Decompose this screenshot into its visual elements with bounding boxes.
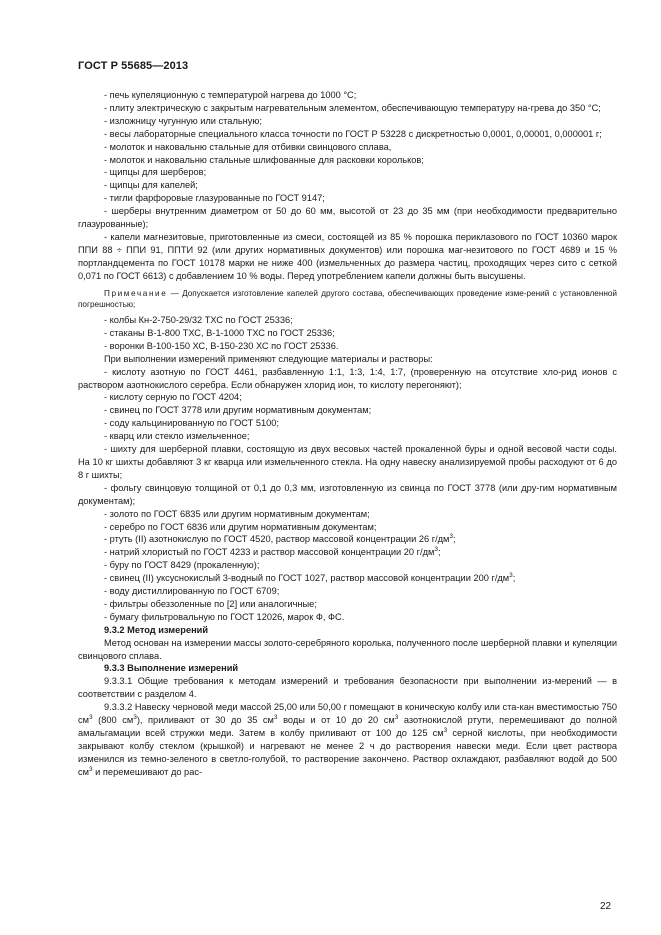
list-item: - щипцы для капелей; [104, 180, 198, 191]
body-paragraph: 9.3.3.1 Общие требования к методам измерений и требования безопасности при выполнении из-мерений — в соответствии с разделом 4. [78, 676, 617, 700]
list-item: - бумагу фильтровальную по ГОСТ 12026, марок Ф, ФС. [104, 611, 345, 622]
list-item: - шерберы внутренним диаметром от 50 до 60 мм, высотой от 23 до 35 мм (при необходимости предварительно глазурованные); [78, 206, 617, 230]
list-item: - фольгу свинцовую толщиной от 0,1 до 0,3 мм, изготовленную из свинца по ГОСТ 3778 (или дру-гим нормативным документам); [78, 482, 617, 506]
list-item: - молоток и наковальню стальные шлифованные для расковки корольков; [104, 154, 424, 165]
unit-superscript: 3 [509, 572, 513, 580]
list-item: - воронки В-100-150 ХС, В-150-230 ХС по ГОСТ 25336. [104, 340, 339, 351]
note-label: Примечание [104, 288, 168, 298]
list-item-text: - свинец (II) уксуснокислый 3-водный по ГОСТ 1027, раствор массовой концентрации 200 г/дм [104, 573, 510, 584]
list-item: - изложницу чугунную или стальную; [104, 115, 262, 126]
list-item: - золото по ГОСТ 6835 или другим нормативным документам; [104, 508, 370, 519]
page-number: 22 [600, 901, 612, 912]
list-item-text: - натрий хлористый по ГОСТ 4233 и раствор массовой концентрации 20 г/дм [104, 547, 435, 558]
list-item: - кислоту серную по ГОСТ 4204; [104, 392, 242, 403]
list-item-punct: ; [437, 547, 441, 558]
list-item: - серебро по ГОСТ 6836 или другим нормативным документам; [104, 521, 377, 532]
list-item-punct: ; [453, 534, 456, 545]
list-item: - стаканы В-1-800 ТХС, В-1-1000 ТХС по ГОСТ 25336; [104, 327, 335, 338]
section-heading: 9.3.2 Метод измерений [104, 624, 209, 635]
page-header: ГОСТ Р 55685—2013 [78, 60, 189, 72]
list-item: - тигли фарфоровые глазурованные по ГОСТ 9147; [104, 193, 325, 204]
note-paragraph [78, 288, 617, 310]
body-paragraph: При выполнении измерений применяют следующие материалы и растворы: [104, 353, 433, 364]
list-item: - весы лабораторные специального класса точности по ГОСТ Р 53228 с дискретностью 0,0001, 0,00001, 0,000001 г; [104, 128, 602, 139]
list-item: - щипцы для шерберов; [104, 167, 207, 178]
list-item [78, 572, 617, 585]
list-item [78, 533, 617, 546]
list-item: - буру по ГОСТ 8429 (прокаленную); [104, 560, 260, 571]
list-item: - соду кальцинированную по ГОСТ 5100; [104, 418, 280, 429]
unit-superscript: 3 [434, 546, 438, 554]
section-heading: 9.3.3 Выполнение измерений [104, 663, 239, 674]
list-item: - плиту электрическую с закрытым нагревательным элементом, обеспечивающую температуру на-грева до 350 °С; [104, 102, 601, 113]
list-item-text: - ртуть (II) азотнокислую по ГОСТ 4520, раствор массовой концентрации 26 г/дм [104, 534, 450, 545]
list-item: - воду дистиллированную по ГОСТ 6709; [104, 586, 280, 597]
list-item: - шихту для шерберной плавки, состоящую из двух весовых частей прокаленной буры и одной весовой части соды. На 10 кг шихты добавляют 3 кг кварца или измельченного стекла. На одну навеску анализируемой пробы расходуют от 6 до 8 г шихты; [78, 444, 617, 480]
list-item [78, 546, 617, 559]
note-text: — Допускается изготовление капелей другого состава, обеспечивающих проведение изме-рений с установленной погрешностью; [78, 288, 617, 309]
list-item-punct: ; [512, 573, 516, 584]
list-item: - колбы Кн-2-750-29/32 ТХС по ГОСТ 25336; [104, 315, 293, 325]
body-paragraph: Метод основан на измерении массы золото-серебряного королька, полученного после шерберной плавки и купеляции свинцового сплава. [78, 637, 617, 661]
body-paragraph: 9.3.3.2 Навеску черновой меди массой 25,00 или 50,00 г помещают в коническую колбу или ста-кан вместимостью 750 $см^3$ (800 $см^3$), приливают от 30 до 35 $см^3$ воды и от 10 до 20 $см^3$ азотнокислой ртути, перемешивают до полной амальгамации всей стружки меди. Затем в колбу приливают от 100 до 125 $см^3$ серной кислоты, при необходимости закрывают колбу стеклом (крышкой) и нагревают не менее 2 ч до растворения навески меди. Если цвет раствора изменился из темно-зеленого в светло-голубой, то растворение закончено. Раствор охлаждают, разбавляют водой до 500 $см^3$ и перемешивают до рас- [78, 702, 617, 777]
list-item: - свинец по ГОСТ 3778 или другим нормативным документам; [104, 405, 372, 416]
list-item: - молоток и наковальню стальные для отбивки свинцового сплава, [104, 141, 392, 152]
list-item: - печь купеляционную с температурой нагрева до 1000 °С; [104, 90, 357, 100]
list-item: - фильтры обеззоленные по [2] или аналогичные; [104, 598, 317, 609]
list-item: - капели магнезитовые, приготовленные из смеси, состоящей из 85 % порошка периклазового по ГОСТ 10360 марок ППИ 88 ÷ ППИ 91, ППТИ 92 (или других нормативных документов) или порошка маг-незитового по ГОСТ 4689 и 15 % портландцемента по ГОСТ 10178 марки не ниже 400 (измельченных до размера частиц, проходящих через сито с сеткой 0,071 по ГОСТ 6613) с добавлением 10 % воды. Перед употреблением капели должны быть высушены. [78, 231, 617, 281]
list-item: - кварц или стекло измельченное; [104, 431, 250, 442]
unit-superscript: 3 [449, 533, 454, 541]
list-item: - кислоту азотную по ГОСТ 4461, разбавленную 1:1, 1:3, 1:4, 1:7, (проверенную на отсутствие хло-рид ионов с раствором азотнокислого серебра. Если обнаружен хлорид ион, то кислоту перегоняют); [78, 366, 617, 390]
document-body [78, 89, 617, 779]
